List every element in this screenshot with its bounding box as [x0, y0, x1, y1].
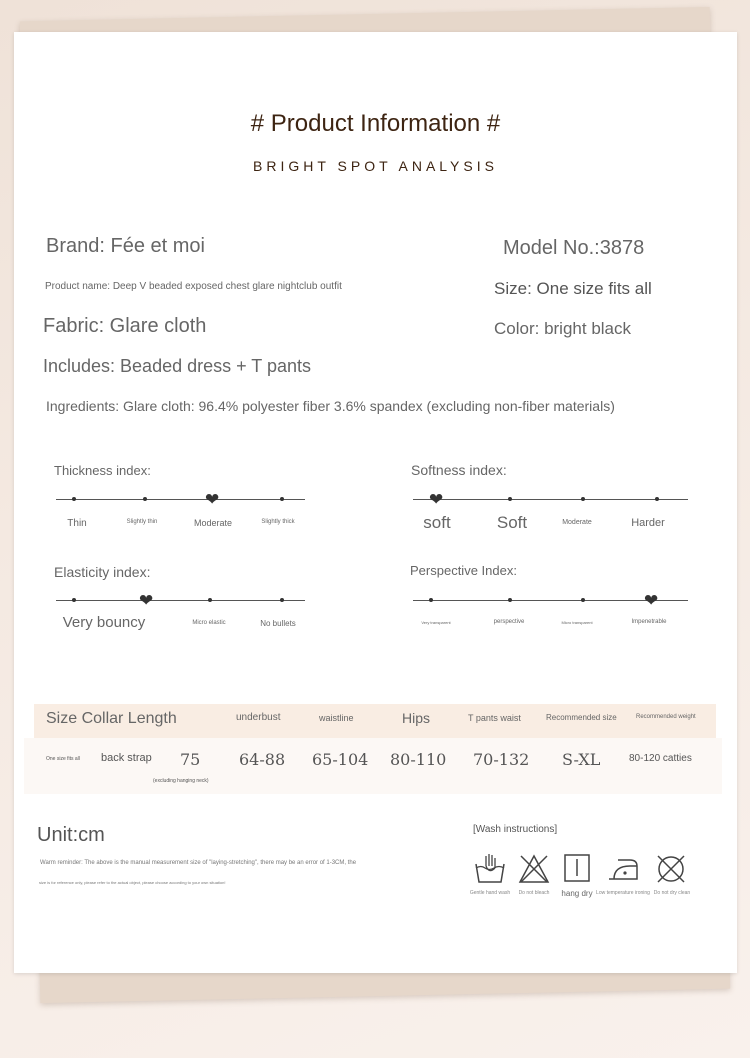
hips-col-header: Hips: [402, 710, 431, 726]
warm-reminder-line2: size is for reference only, please refer to the actual object, please choose according to your own situation!: [39, 880, 226, 885]
softness-label: Moderate: [562, 519, 592, 526]
thickness-dot: [72, 497, 76, 501]
perspective-label: Impenetrable: [631, 619, 667, 625]
softness-label: soft: [423, 513, 451, 532]
size-text: Size: One size fits all: [494, 279, 652, 298]
wash-label: Do not bleach: [518, 890, 550, 896]
wash-label: Low temperature ironing: [596, 890, 650, 896]
recommended-size-col-header: Recommended size: [546, 713, 617, 722]
wash-label: Do not dry clean: [653, 890, 691, 896]
model-text: Model No.:3878: [503, 237, 645, 259]
color-text: Color: bright black: [494, 319, 632, 338]
perspective-heart-marker: ❤: [644, 591, 659, 610]
product-name-text: Product name: Deep V beaded exposed chest glare nightclub outfit: [45, 281, 342, 292]
size-table-header: [34, 704, 716, 738]
t-pants-waist-col-header: T pants waist: [468, 713, 521, 723]
thickness-dot: [143, 497, 147, 501]
hand-wash-icon: [473, 852, 507, 886]
underbust-col-header: underbust: [236, 712, 281, 723]
thickness-scale-line: [56, 499, 305, 500]
brand-text: Brand: Fée et moi: [46, 235, 205, 257]
elasticity-dot: [208, 598, 212, 602]
underbust-cell: 64-88: [239, 750, 286, 769]
recommended-weight-cell: 80-120 catties: [629, 753, 692, 764]
size-table-row: [24, 738, 722, 794]
size-col-header: Size Collar Length: [46, 710, 177, 727]
size-cell: One size fits all: [46, 756, 80, 762]
unit-text: Unit:cm: [37, 824, 105, 846]
thickness-label: Slightly thick: [261, 519, 295, 525]
perspective-label: Micro transparent: [561, 620, 593, 625]
softness-dot: [655, 497, 659, 501]
softness-label: Soft: [496, 513, 528, 532]
thickness-label: Slightly thin: [126, 519, 158, 525]
hang-dry-icon: [560, 852, 594, 886]
no-dry-clean-icon: [654, 852, 688, 886]
wash-label: Gentle hand wash: [469, 890, 511, 896]
low-iron-icon: [606, 852, 640, 886]
elasticity-dot: [280, 598, 284, 602]
recommended-weight-col-header: Recommended weight: [636, 714, 696, 720]
includes-text: Includes: Beaded dress + T pants: [43, 356, 312, 376]
thickness-label: Moderate: [193, 518, 233, 528]
softness-index-title: Softness index:: [411, 462, 507, 478]
perspective-dot: [508, 598, 512, 602]
softness-scale-line: [413, 499, 688, 500]
wash-label: hang dry: [561, 889, 593, 898]
elasticity-scale-line: [56, 600, 305, 601]
perspective-dot: [429, 598, 433, 602]
softness-label: Harder: [631, 517, 665, 529]
perspective-label: perspective: [493, 619, 525, 625]
length-cell: 75: [180, 750, 201, 769]
elasticity-index-title: Elasticity index:: [54, 564, 151, 580]
perspective-dot: [581, 598, 585, 602]
ingredients-text: Ingredients: Glare cloth: 96.4% polyester fiber 3.6% spandex (excluding non-fiber materials): [46, 398, 615, 414]
softness-heart-marker: ❤: [429, 490, 444, 509]
elasticity-label: No bullets: [260, 619, 296, 628]
recommended-size-cell: S-XL: [562, 750, 601, 769]
collar-cell: back strap: [101, 752, 152, 764]
perspective-label: Very transparent: [421, 620, 451, 625]
waistline-col-header: waistline: [319, 713, 354, 723]
no-bleach-icon: [517, 852, 551, 886]
thickness-index-title: Thickness index:: [54, 463, 151, 478]
hips-cell: 80-110: [390, 750, 447, 769]
length-note: (excluding hanging neck): [153, 778, 209, 784]
elasticity-label: Very bouncy: [62, 614, 146, 631]
info-card: [14, 32, 737, 973]
warm-reminder-line1: Warm reminder: The above is the manual measurement size of "laying-stretching", there may be an error of 1-3CM, the: [40, 860, 357, 866]
elasticity-dot: [72, 598, 76, 602]
thickness-label: Thin: [67, 518, 87, 529]
page-title: # Product Information #: [250, 110, 501, 137]
waistline-cell: 65-104: [312, 750, 369, 769]
thickness-dot: [280, 497, 284, 501]
thickness-heart-marker: ❤: [205, 490, 220, 509]
elasticity-heart-marker: ❤: [139, 591, 154, 610]
softness-dot: [508, 497, 512, 501]
wash-instructions-title: [Wash instructions]: [473, 824, 558, 835]
fabric-text: Fabric: Glare cloth: [43, 315, 207, 337]
perspective-index-title: Perspective Index:: [410, 563, 517, 578]
page-subtitle: BRIGHT SPOT ANALYSIS: [253, 158, 498, 174]
softness-dot: [581, 497, 585, 501]
elasticity-label: Micro elastic: [192, 620, 226, 626]
t-pants-waist-cell: 70-132: [473, 750, 530, 769]
